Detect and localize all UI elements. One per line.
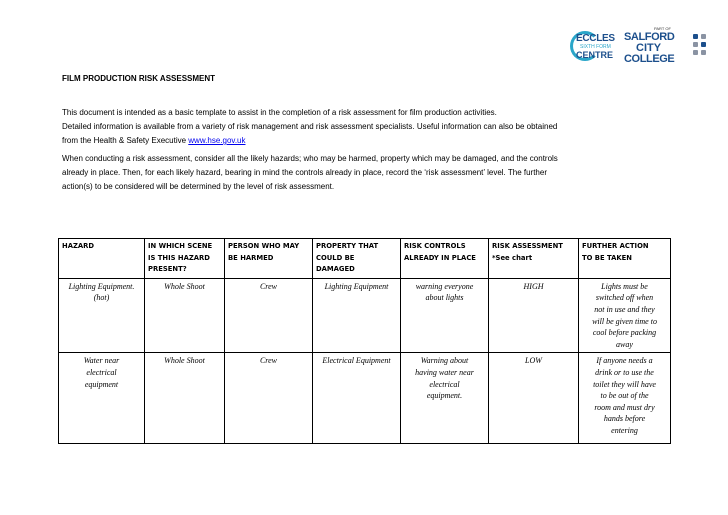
document-title: FILM PRODUCTION RISK ASSESSMENT: [62, 74, 216, 83]
cell-property: Electrical Equipment: [313, 353, 401, 444]
header-hazard: HAZARD: [59, 239, 145, 279]
header-controls: RISK CONTROLS ALREADY IN PLACE: [401, 239, 489, 279]
table-header-row: [59, 239, 671, 279]
salford-logo-line2: CITY: [636, 42, 662, 54]
cell-scene: Whole Shoot: [145, 278, 225, 353]
risk-assessment-table: [58, 238, 671, 444]
header-property: PROPERTY THAT COULD BE DAMAGED: [313, 239, 401, 279]
salford-logo-line3: COLLEGE: [624, 53, 675, 65]
intro-line-1: This document is intended as a basic template to assist in the completion of a risk assessment for film production activities.: [62, 108, 497, 117]
cell-controls: warning everyone about lights: [401, 278, 489, 353]
guidance-line-2: already in place. Then, for each likely hazard, bearing in mind the controls already in place, record the ‘risk assessment’ level. The further: [62, 168, 547, 177]
hse-link[interactable]: www.hse.gov.uk: [188, 136, 246, 145]
eccles-logo-line3: CENTRE: [576, 50, 614, 60]
guidance-paragraph: [62, 152, 672, 194]
intro-paragraph: [62, 106, 672, 148]
cell-hazard: Lighting Equipment. (hot): [59, 278, 145, 353]
cell-controls: Warning about having water near electrical equipment.: [401, 353, 489, 444]
header-person: PERSON WHO MAY BE HARMED: [225, 239, 313, 279]
eccles-logo-line2: SIXTH FORM: [580, 44, 611, 50]
cell-hazard: Water near electrical equipment: [59, 353, 145, 444]
intro-line-2: Detailed information is available from a variety of risk management and risk assessment specialists. Useful information can also be obtained: [62, 122, 558, 131]
cell-person: Crew: [225, 278, 313, 353]
cell-person: Crew: [225, 353, 313, 444]
cell-risk: HIGH: [489, 278, 579, 353]
guidance-line-1: When conducting a risk assessment, consider all the likely hazards; who may be harmed, property which may be damaged, and the controls: [62, 154, 558, 163]
salford-city-college-logo: [624, 26, 692, 66]
eccles-centre-logo: [570, 29, 614, 63]
intro-line-3: [62, 134, 672, 148]
logos: [570, 26, 692, 66]
cell-property: Lighting Equipment: [313, 278, 401, 353]
eccles-logo-line1: ECCLES: [576, 33, 615, 44]
salford-logo-line1: SALFORD: [624, 31, 675, 43]
header-action: FURTHER ACTION TO BE TAKEN: [579, 239, 671, 279]
table-row: [59, 353, 671, 444]
cell-risk: LOW: [489, 353, 579, 444]
cell-action: Lights must be switched off when not in use and they will be given time to cool before packing away: [579, 278, 671, 353]
header-risk: RISK ASSESSMENT *See chart: [489, 239, 579, 279]
table-row: [59, 278, 671, 353]
cell-scene: Whole Shoot: [145, 353, 225, 444]
cell-action: If anyone needs a drink or to use the toilet they will have to be out of the room and must dry hands before entering: [579, 353, 671, 444]
intro-line-3-text: from the Health & Safety Executive: [62, 136, 189, 145]
guidance-line-3: action(s) to be considered will be determined by the level of risk assessment.: [62, 182, 335, 191]
salford-logo-dots: [693, 34, 706, 55]
header-scene: IN WHICH SCENE IS THIS HAZARD PRESENT?: [145, 239, 225, 279]
salford-logo-part-of: PART OF: [654, 26, 671, 31]
